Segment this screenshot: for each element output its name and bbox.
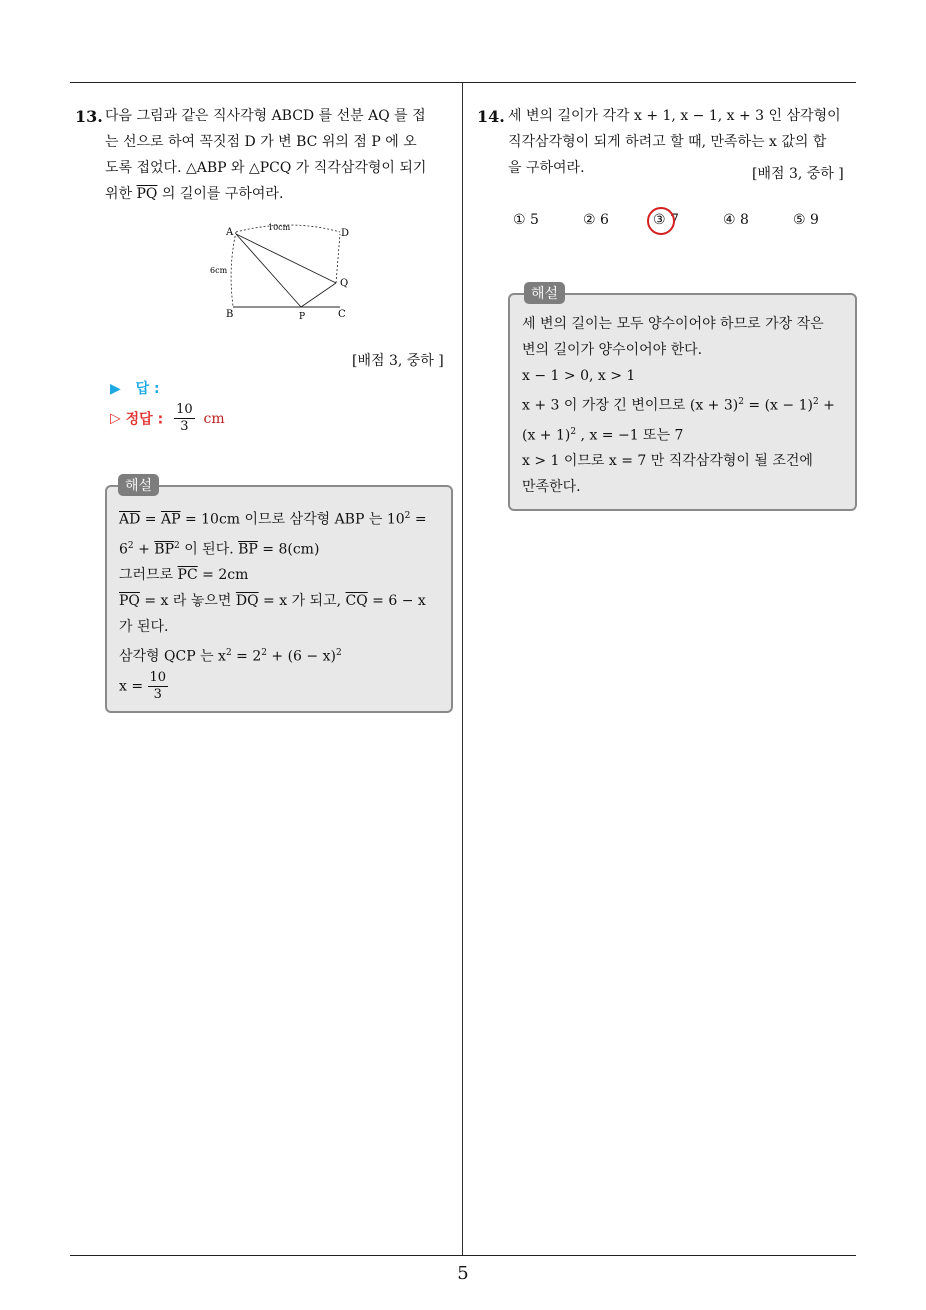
solution-line (119, 670, 441, 703)
q13-text-line: 도록 접었다. △ABP 와 △PCQ 가 직각삼각형이 되기 (105, 160, 427, 176)
text: (x + 1) (522, 427, 571, 444)
solution-line: 가 된다. (119, 619, 169, 636)
column-divider (462, 83, 463, 1255)
segment-ad: $\overline{AD}$ (119, 511, 141, 528)
label-6cm: 6cm (210, 266, 228, 275)
answer-label: 답 : (135, 381, 160, 397)
question-13-number: 13. (75, 107, 103, 126)
text: x + 3 이 가장 긴 변이므로 (x + 3) (522, 397, 739, 414)
correct-unit: cm (203, 410, 225, 427)
text: , x = −1 또는 7 (576, 427, 684, 444)
question-14-number: 14. (477, 107, 505, 126)
label-q: Q (340, 278, 349, 289)
solution-line: 변의 길이가 양수이어야 한다. (522, 342, 703, 358)
q14-solution-box (508, 293, 857, 511)
solution-line (119, 503, 441, 533)
text: = (140, 511, 161, 528)
solution-line (119, 533, 441, 563)
text: = 2cm (197, 567, 249, 584)
exponent: 2 (174, 540, 180, 551)
solution-line: 세 변의 길이는 모두 양수이어야 하므로 가장 작은 (522, 316, 824, 332)
text: 그러므로 (119, 567, 178, 584)
choice-3[interactable] (653, 212, 679, 228)
text: = x 라 놓으면 (139, 593, 236, 610)
q14-text-line: 을 구하여라. (508, 160, 585, 176)
text: 6 (119, 541, 128, 558)
segment-pc: $\overline{PC}$ (177, 567, 198, 584)
label-b: B (226, 309, 234, 320)
choice-2[interactable]: ② 6 (583, 212, 609, 228)
q13-text-part: 의 길이를 구하여라. (157, 186, 284, 202)
label-10cm: 10cm (268, 223, 291, 232)
solution-line (119, 562, 441, 588)
q14-score: [배점 3, 중하 ] (752, 166, 844, 182)
text: = (x − 1) (743, 397, 813, 414)
exponent: 2 (738, 397, 744, 407)
line-ap (236, 234, 301, 307)
segment-pq: $\overline{PQ}$ (119, 593, 140, 610)
segment-bp: $\overline{BP}$ (154, 541, 175, 558)
text: = 2 (231, 648, 262, 665)
text: 이 된다. (179, 541, 239, 558)
outline-play-icon: ▷ (110, 410, 121, 427)
segment-cq: $\overline{CQ}$ (345, 593, 368, 610)
text: = (410, 511, 427, 528)
q13-score: [배점 3, 중하 ] (352, 353, 444, 369)
label-p: P (299, 312, 306, 322)
segment-dq: $\overline{DQ}$ (235, 593, 259, 610)
q13-text-line: 다음 그림과 같은 직사각형 ABCD 를 선분 AQ 를 접 (105, 108, 426, 124)
choice-1[interactable]: ① 5 (513, 212, 539, 228)
q14-text-line: 직각삼각형이 되게 하려고 할 때, 만족하는 x 값의 합 (508, 134, 827, 150)
exponent: 2 (812, 397, 819, 407)
exponent: 2 (570, 426, 577, 437)
q13-correct-row (110, 402, 225, 435)
solution-line: x > 1 이므로 x = 7 만 직각삼각형이 될 조건에 (522, 453, 813, 470)
text: = x 가 되고, (258, 593, 346, 610)
q13-text-line: 는 선으로 하여 꼭짓점 D 가 변 BC 위의 점 P 에 오 (105, 134, 417, 150)
q13-solution-tag: 해설 (118, 474, 159, 496)
segment-ap: $\overline{AP}$ (160, 511, 181, 528)
choice-5[interactable]: ⑤ 9 (793, 212, 819, 228)
line-qd (336, 234, 340, 283)
q14-solution-tag: 해설 (524, 282, 565, 304)
text: x = (119, 678, 148, 695)
fraction-numerator: 10 (149, 669, 167, 685)
fold-arc (231, 232, 236, 306)
solution-line (522, 419, 845, 449)
fraction-denominator: 3 (180, 419, 189, 434)
fraction-denominator: 3 (153, 686, 162, 702)
selected-mark-icon (647, 207, 675, 235)
solution-line (119, 588, 441, 614)
text: 삼각형 QCP 는 x (119, 648, 226, 665)
label-d: D (341, 228, 350, 239)
top-rule (70, 82, 856, 83)
q13-figure (200, 218, 360, 323)
exponent: 2 (225, 648, 232, 659)
solution-line: x − 1 > 0, x > 1 (522, 368, 636, 384)
choice-4[interactable]: ④ 8 (723, 212, 749, 228)
q13-text-line (105, 181, 455, 207)
exponent: 2 (404, 511, 411, 521)
bottom-rule (70, 1255, 856, 1256)
segment-bp: $\overline{BP}$ (238, 541, 258, 558)
text: + (818, 397, 835, 414)
segment-pq: $\overline{PQ}$ (136, 186, 158, 202)
correct-label: 정답 : (125, 411, 164, 428)
label-a: A (226, 227, 234, 238)
exponent: 2 (127, 540, 134, 551)
text: + (6 − x) (266, 648, 336, 665)
solution-line (119, 640, 441, 670)
text: = 6 − x (367, 593, 426, 610)
solution-fraction (148, 670, 169, 703)
solution-line: 만족한다. (522, 479, 581, 496)
question-13-text (105, 103, 455, 207)
q14-text-line: 세 변의 길이가 각각 x + 1, x − 1, x + 3 인 삼각형이 (508, 108, 841, 124)
solution-line (522, 389, 845, 419)
fraction-numerator: 10 (176, 402, 193, 417)
label-c: C (338, 309, 346, 320)
text: + (133, 541, 155, 558)
q13-answer-row (110, 378, 160, 398)
page-number: 5 (457, 1263, 469, 1284)
line-aq (236, 234, 336, 283)
play-icon: ▶ (110, 381, 121, 397)
text: = 10cm 이므로 삼각형 ABP 는 10 (180, 511, 405, 528)
exponent: 2 (335, 648, 342, 659)
correct-fraction (174, 402, 195, 435)
q13-text-part: 위한 (105, 186, 137, 202)
line-pq (301, 283, 336, 307)
choice-3-label: ③ 7 (653, 212, 679, 228)
q13-solution-box (105, 485, 453, 713)
exponent: 2 (261, 648, 267, 659)
text: = 8(cm) (257, 541, 320, 558)
